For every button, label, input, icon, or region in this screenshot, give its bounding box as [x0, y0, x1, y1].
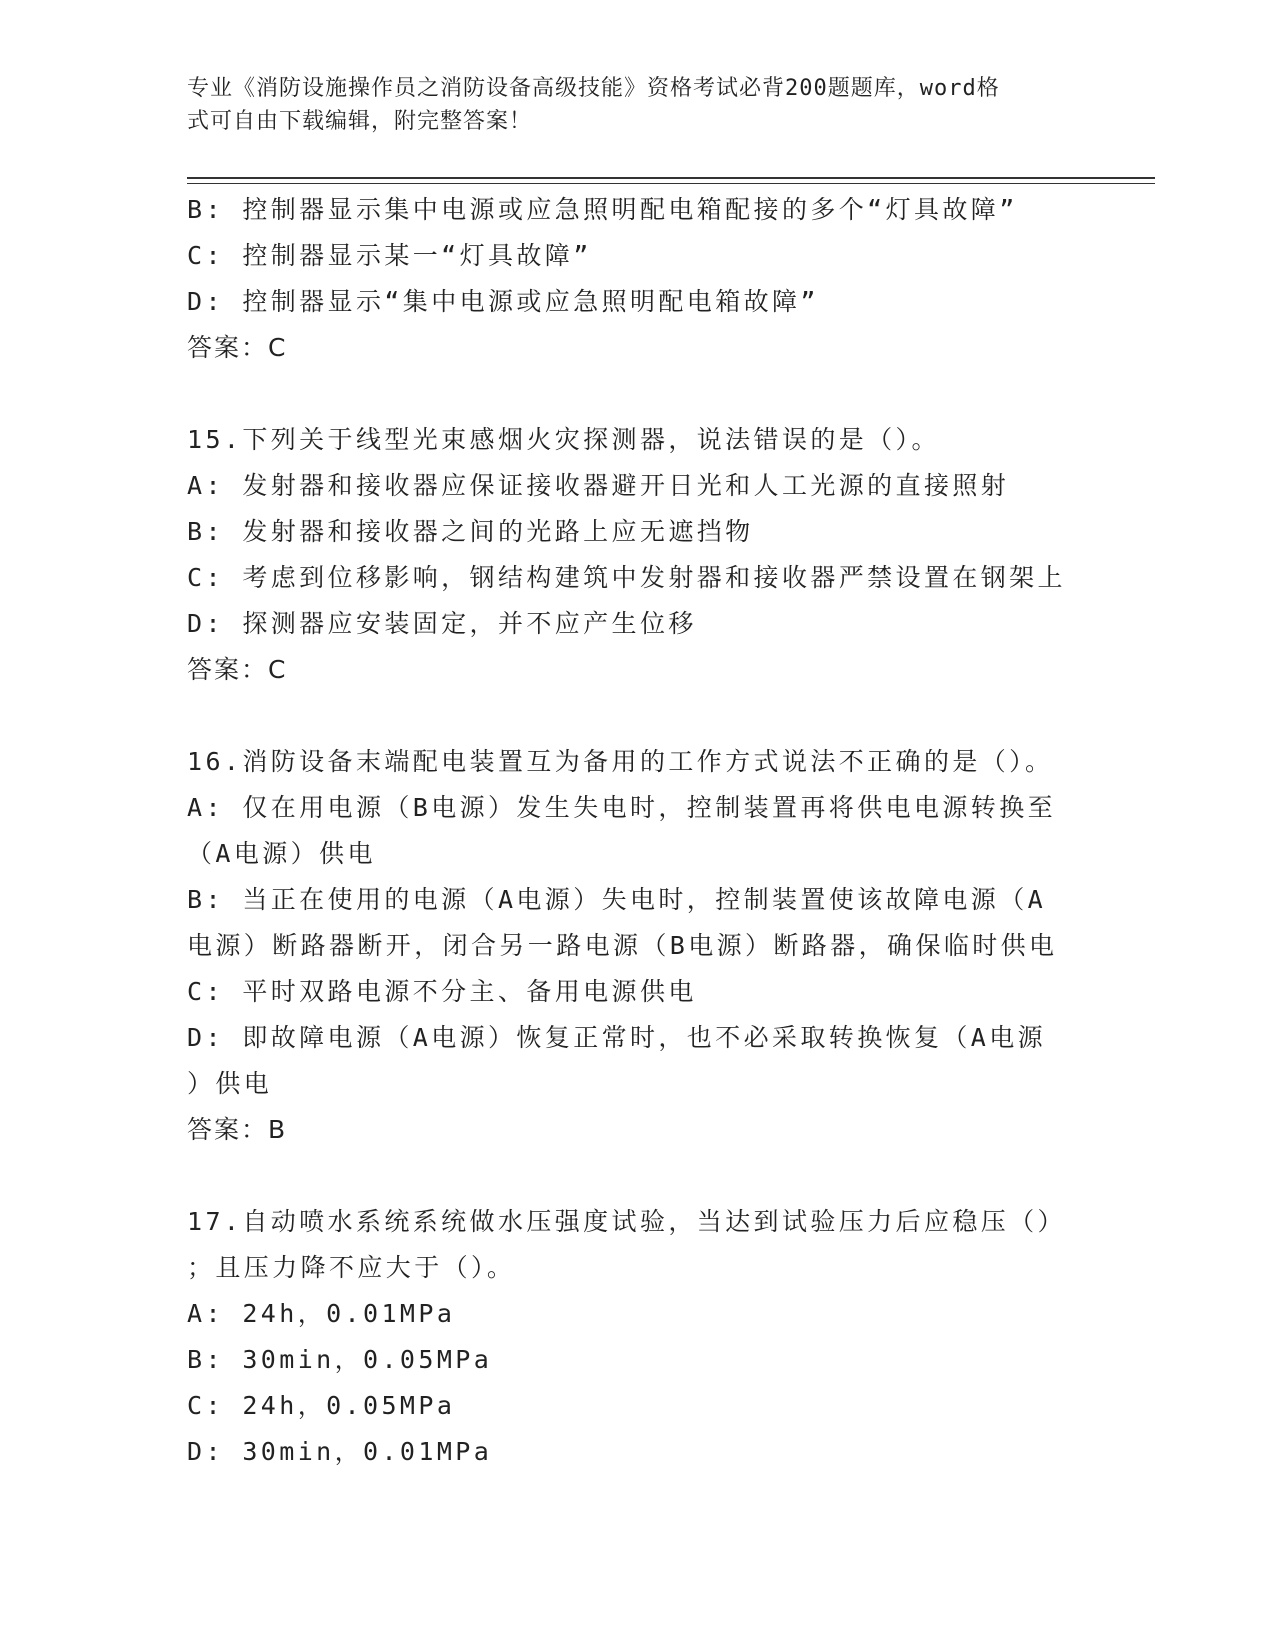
option-c: C: 考虑到位移影响，钢结构建筑中发射器和接收器严禁设置在钢架上 — [187, 563, 1066, 592]
page-header — [187, 72, 1087, 138]
option-a-line-2: （A电源）供电 — [187, 839, 376, 868]
option-d: D: 探测器应安装固定，并不应产生位移 — [187, 609, 697, 638]
option-b-line-1: B: 当正在使用的电源（A电源）失电时，控制装置使该故障电源（A — [187, 885, 1047, 914]
question-list — [187, 187, 1087, 1475]
spacer — [187, 1153, 1087, 1199]
spacer — [187, 371, 1087, 417]
option-c: C: 控制器显示某一“灯具故障” — [187, 241, 592, 270]
option-d: D: 30min，0.01MPa — [187, 1437, 493, 1466]
option-c: C: 平时双路电源不分主、备用电源供电 — [187, 977, 697, 1006]
option-a: A: 24h，0.01MPa — [187, 1299, 456, 1328]
question-17 — [187, 1199, 1087, 1475]
question-text: 16.消防设备末端配电装置互为备用的工作方式说法不正确的是（）。 — [187, 747, 1054, 776]
option-d-line-1: D: 即故障电源（A电源）恢复正常时，也不必采取转换恢复（A电源 — [187, 1023, 1047, 1052]
header-divider-thick — [187, 177, 1155, 179]
spacer — [187, 693, 1087, 739]
question-16 — [187, 739, 1087, 1153]
question-text-line-2: ；且压力降不应大于（）。 — [187, 1253, 516, 1282]
question-text: 15.下列关于线型光束感烟火灾探测器，说法错误的是（）。 — [187, 425, 940, 454]
option-d-line-2: ）供电 — [187, 1069, 273, 1098]
answer-line: 答案：C — [187, 655, 288, 684]
option-b: B: 发射器和接收器之间的光路上应无遮挡物 — [187, 517, 754, 546]
header-title-line-1: 专业《消防设施操作员之消防设备高级技能》资格考试必背200题题库，word格 — [187, 76, 1000, 101]
option-a: A: 发射器和接收器应保证接收器避开日光和人工光源的直接照射 — [187, 471, 1010, 500]
option-b-line-2: 电源）断路器断开，闭合另一路电源（B电源）断路器，确保临时供电 — [187, 931, 1058, 960]
question-text-line-1: 17.自动喷水系统系统做水压强度试验，当达到试验压力后应稳压（） — [187, 1207, 1066, 1236]
header-divider-thin — [187, 183, 1155, 184]
question-14-carryover — [187, 187, 1087, 371]
answer-line: 答案：B — [187, 1115, 288, 1144]
option-a-line-1: A: 仅在用电源（B电源）发生失电时，控制装置再将供电电源转换至 — [187, 793, 1057, 822]
question-15 — [187, 417, 1087, 693]
answer-line: 答案：C — [187, 333, 288, 362]
option-b: B: 控制器显示集中电源或应急照明配电箱配接的多个“灯具故障” — [187, 195, 1018, 224]
option-c: C: 24h，0.05MPa — [187, 1391, 456, 1420]
header-title-line-2: 式可自由下载编辑，附完整答案！ — [187, 109, 533, 134]
option-d: D: 控制器显示“集中电源或应急照明配电箱故障” — [187, 287, 819, 316]
option-b: B: 30min，0.05MPa — [187, 1345, 493, 1374]
